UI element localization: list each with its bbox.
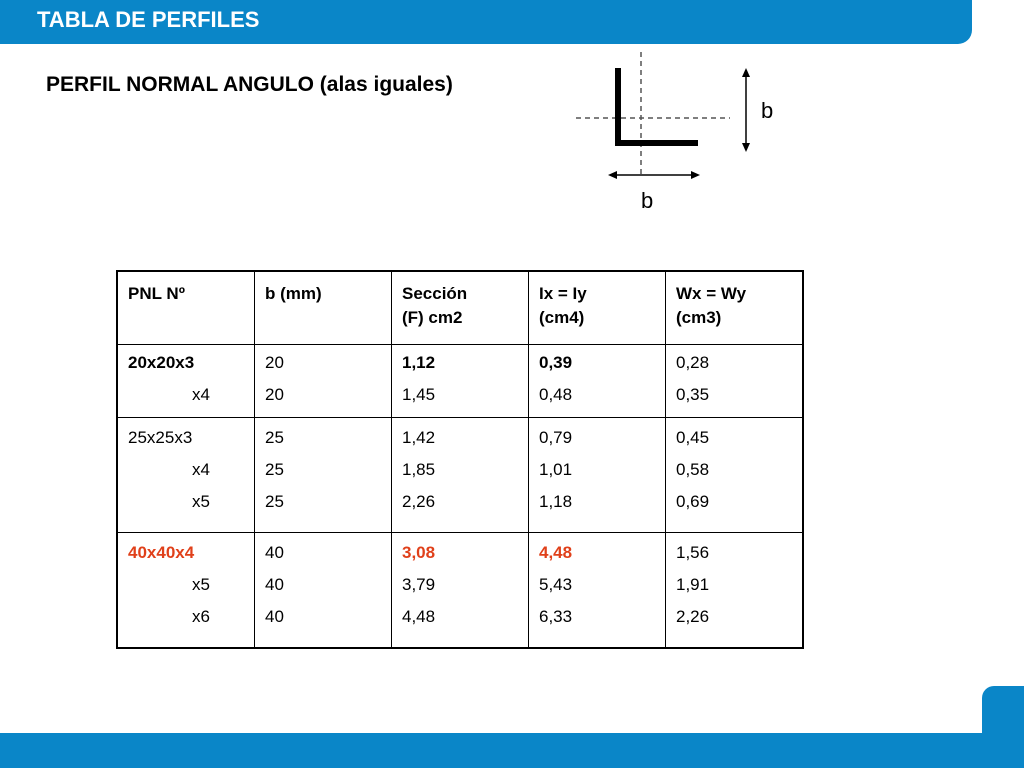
arrow-left-icon xyxy=(608,171,617,179)
header-pnl: PNL Nº xyxy=(117,271,255,345)
angle-profile-diagram xyxy=(570,50,790,220)
table-row xyxy=(117,533,803,649)
angle-horizontal-leg xyxy=(615,140,698,146)
arrow-right-icon xyxy=(691,171,700,179)
cell-modulus: 0,45 0,58 0,69 xyxy=(666,418,804,533)
arrow-down-icon xyxy=(742,143,750,152)
section-subtitle: PERFIL NORMAL ANGULO (alas iguales) xyxy=(46,73,453,96)
cell-section: 1,12 1,45 xyxy=(392,345,529,418)
cell-modulus: 0,28 0,35 xyxy=(666,345,804,418)
cell-pnl: 25x25x3 x4 x5 xyxy=(117,418,255,533)
arrow-up-icon xyxy=(742,68,750,77)
angle-vertical-leg xyxy=(615,68,621,146)
dimension-label-right: b xyxy=(761,98,774,123)
profiles-table xyxy=(116,270,804,649)
cell-pnl: 20x20x3 x4 xyxy=(117,345,255,418)
cell-inertia: 4,48 5,43 6,33 xyxy=(529,533,666,649)
table-row xyxy=(117,345,803,418)
cell-b: 40 40 40 xyxy=(255,533,392,649)
header-section: Sección (F) cm2 xyxy=(392,271,529,345)
page-title: TABLA DE PERFILES xyxy=(37,7,260,32)
dimension-label-bottom: b xyxy=(641,188,654,213)
table-row xyxy=(117,418,803,533)
cell-section: 3,08 3,79 4,48 xyxy=(392,533,529,649)
cell-section: 1,42 1,85 2,26 xyxy=(392,418,529,533)
cell-inertia: 0,39 0,48 xyxy=(529,345,666,418)
table-header-row xyxy=(117,271,803,345)
cell-modulus: 1,56 1,91 2,26 xyxy=(666,533,804,649)
footer-bar xyxy=(0,733,1024,768)
header-bar xyxy=(0,0,972,44)
header-inertia: Ix = Iy (cm4) xyxy=(529,271,666,345)
cell-pnl: 40x40x4 x5 x6 xyxy=(117,533,255,649)
header-b: b (mm) xyxy=(255,271,392,345)
header-modulus: Wx = Wy (cm3) xyxy=(666,271,804,345)
cell-b: 20 20 xyxy=(255,345,392,418)
cell-inertia: 0,79 1,01 1,18 xyxy=(529,418,666,533)
cell-b: 25 25 25 xyxy=(255,418,392,533)
